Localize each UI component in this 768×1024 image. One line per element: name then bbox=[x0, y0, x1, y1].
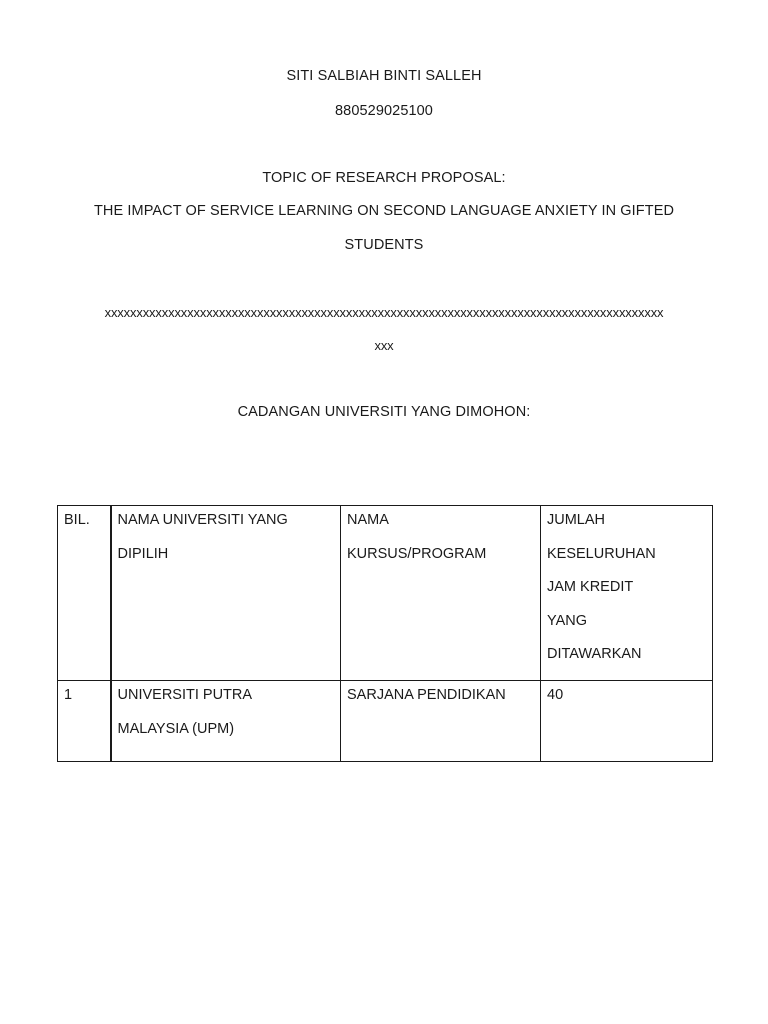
topic-title-line-2: STUDENTS bbox=[344, 237, 424, 253]
header-cell-bil bbox=[58, 506, 111, 681]
topic-label: TOPIC OF RESEARCH PROPOSAL: bbox=[262, 170, 506, 186]
header-text: KURSUS/PROGRAM bbox=[347, 545, 487, 562]
applicant-name: SITI SALBIAH BINTI SALLEH bbox=[286, 68, 482, 84]
cell-text: MALAYSIA (UPM) bbox=[117, 720, 235, 737]
placeholder-line-2: xxx bbox=[374, 338, 394, 353]
header-text: NAMA bbox=[347, 512, 389, 528]
university-choice-table bbox=[57, 505, 713, 762]
section-heading: CADANGAN UNIVERSITI YANG DIMOHON: bbox=[237, 404, 531, 420]
header-text: NAMA UNIVERSITI YANG bbox=[117, 512, 288, 528]
cell-course bbox=[341, 681, 541, 762]
cell-university bbox=[111, 681, 341, 762]
header-text: YANG bbox=[547, 612, 588, 629]
header-text: JUMLAH bbox=[547, 512, 606, 528]
table-row bbox=[58, 681, 713, 762]
applicant-id-number: 880529025100 bbox=[335, 103, 433, 119]
header-text: JAM KREDIT bbox=[547, 579, 634, 595]
topic-title-line-1: THE IMPACT OF SERVICE LEARNING ON SECOND LANGUAGE ANXIETY IN GIFTED bbox=[93, 203, 675, 219]
cell-credit-hours bbox=[541, 681, 713, 762]
header-text: BIL. bbox=[64, 512, 90, 528]
cell-bil bbox=[58, 681, 111, 762]
header-cell-credit-hours bbox=[541, 506, 713, 681]
header-text: DIPILIH bbox=[117, 545, 169, 562]
cell-text: 40 bbox=[547, 687, 564, 703]
cell-text: SARJANA PENDIDIKAN bbox=[347, 687, 506, 703]
placeholder-line-1: xxxxxxxxxxxxxxxxxxxxxxxxxxxxxxxxxxxxxxxxxxxxxxxxxxxxxxxxxxxxxxxxxxxxxxxxxxxxxxxxxxxxxxxx bbox=[104, 305, 664, 320]
header-text: DITAWARKAN bbox=[547, 646, 642, 662]
header-text: KESELURUHAN bbox=[547, 545, 656, 562]
cell-text: UNIVERSITI PUTRA bbox=[117, 687, 253, 703]
table-header-row bbox=[58, 506, 713, 681]
header-cell-course bbox=[341, 506, 541, 681]
header-cell-university bbox=[111, 506, 341, 681]
cell-text: 1 bbox=[64, 687, 73, 703]
